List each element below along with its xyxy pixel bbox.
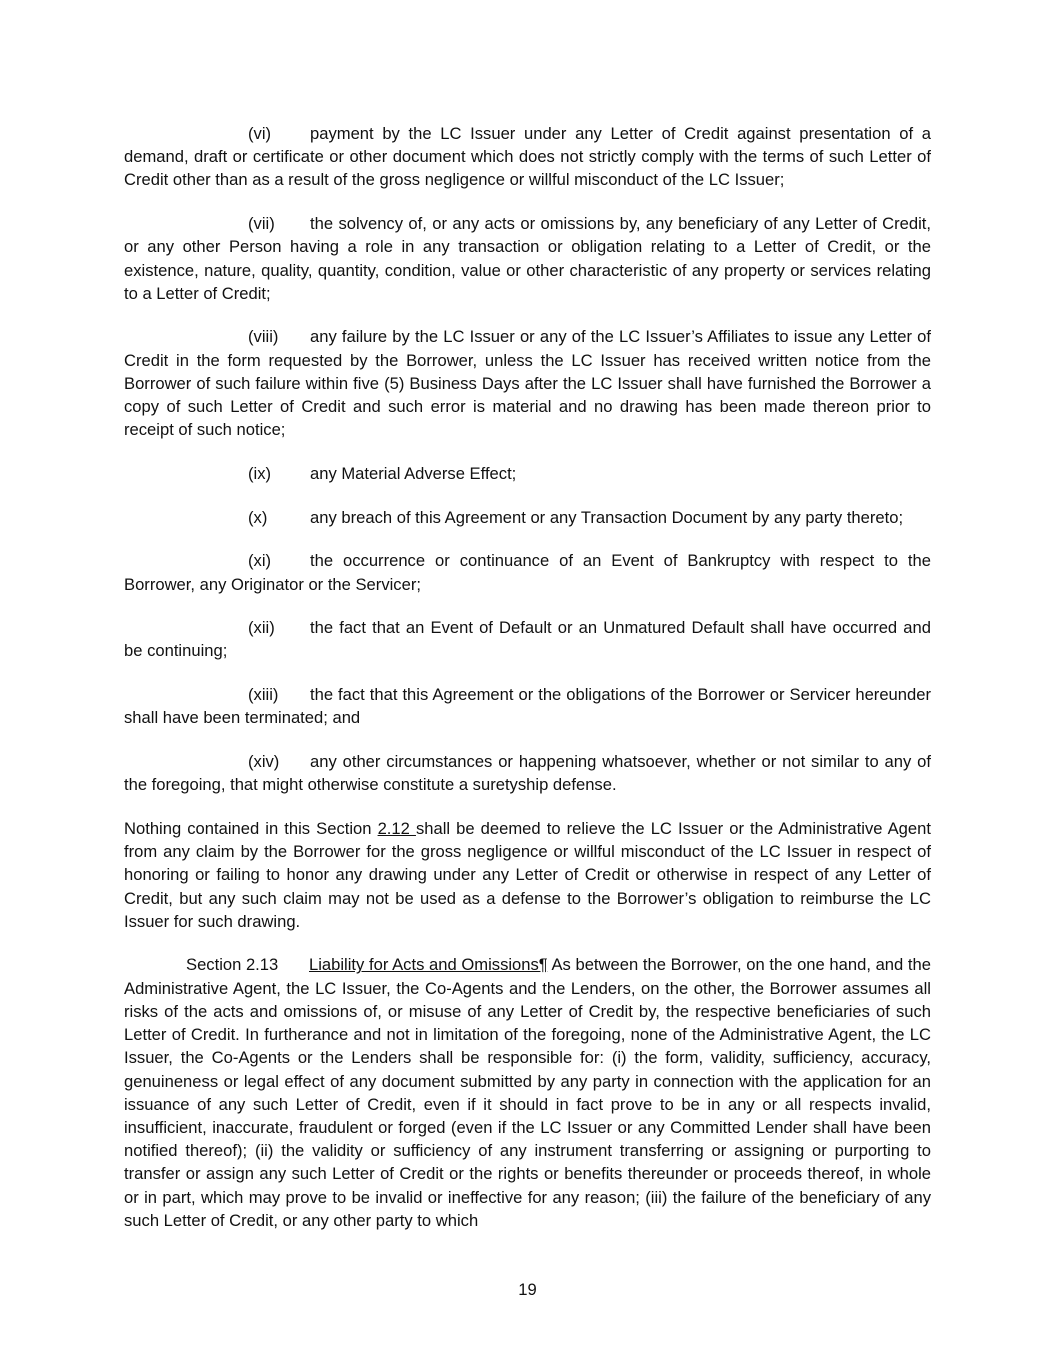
clause-text: the fact that an Event of Default or an Unmatured Default shall have occurred and be continuing;: [124, 618, 931, 661]
clause-number: (vi): [248, 124, 272, 143]
clause-x: [248, 506, 931, 529]
clause-text: payment by the LC Issuer under any Letter of Credit against presentation of a demand, draft or certificate or other document which does not strictly comply with the terms of such Letter of Credit other than as a result of the gross negligence or willful misconduct of the LC Issuer;: [124, 124, 931, 190]
clause-xiv: [124, 750, 931, 796]
clause-ix: [248, 462, 931, 485]
section-text: As between the Borrower, on the one hand, and the Administrative Agent, the LC Issuer, the Co-Agents and the Lenders, on the other, the Borrower assumes all risks of the acts and omissions of, or misuse of any Letter of Credit by, the respective beneficiaries of such Letter of Credit. In furtherance and not in limitation of the foregoing, none of the Administrative Agent, the LC Issuer, the Co-Agents or the Lenders shall be responsible for: (i) the form, validity, sufficiency, accuracy, genuineness or legal effect of any document submitted by any party in connection with the application for an issuance of any such Letter of Credit, even if it should in fact prove to be in any or all respects invalid, insufficient, inaccurate, fraudulent or forged (even if the LC Issuer or any Committed Lender shall have been notified thereof); (ii) the validity or sufficiency of any instrument transferring or assigning or purporting to transfer or assign any such Letter of Credit or the rights or benefits thereunder or proceeds thereof, in whole or in part, which may prove to be invalid or ineffective for any reason; (iii) the failure of the beneficiary of any such Letter of Credit, or any other party to which: [124, 955, 931, 1230]
clause-text: the solvency of, or any acts or omissions by, any beneficiary of any Letter of Credit, or any other Person having a role in any transaction or obligation relating to a Letter of Credit, or the existence, nature, quality, quantity, condition, value or other characteristic of any property or services relating to a Letter of Credit;: [124, 214, 931, 303]
clause-number: (viii): [248, 327, 279, 347]
section-title: Liability for Acts and Omissions¶: [309, 955, 548, 975]
clause-xii: [124, 616, 931, 662]
clause-number: (xi): [248, 551, 272, 571]
clause-vi: [124, 122, 931, 192]
clause-xi: [124, 549, 931, 595]
clause-text: the fact that this Agreement or the obligations of the Borrower or Servicer hereunder shall have been terminated; and: [124, 685, 931, 728]
document-page: [124, 122, 931, 1252]
clause-number: (ix): [248, 463, 272, 483]
clause-text: any other circumstances or happening whatsoever, whether or not similar to any of the foregoing, that might otherwise constitute a suretyship defense.: [124, 752, 931, 795]
clause-xiii: [124, 683, 931, 729]
clause-text: the occurrence or continuance of an Event of Bankruptcy with respect to the Borrower, any Originator or the Servicer;: [124, 551, 931, 594]
clause-text: any failure by the LC Issuer or any of the LC Issuer’s Affiliates to issue any Letter of Credit in the form requested by the Borrower, unless the LC Issuer has received written notice from the Borrower of such failure within five (5) Business Days after the LC Issuer shall have furnished the Borrower a copy of such Letter of Credit and such error is material and no drawing has been made thereon prior to receipt of such notice;: [124, 327, 931, 440]
clause-text: any breach of this Agreement or any Transaction Document by any party thereto;: [310, 507, 904, 527]
clause-number: (vii): [248, 214, 275, 234]
clause-number: (xii): [248, 618, 275, 638]
paragraph-text: Nothing contained in this Section: [124, 818, 378, 838]
page-number: 19: [518, 1280, 537, 1299]
clause-number: (xiv): [248, 752, 280, 772]
clause-number: (xiii): [248, 685, 279, 705]
section-number: Section 2.13: [186, 955, 279, 975]
clause-viii: [124, 325, 931, 441]
clause-number: (x): [248, 507, 268, 527]
section-reference: 2.12: [377, 818, 416, 838]
section-2-13-paragraph: [124, 953, 931, 1231]
paragraph-text: shall be deemed to relieve the LC Issuer or the Administrative Agent from any claim by the Borrower for the gross negligence or willful misconduct of the LC Issuer in respect of honoring or failing to honor any drawing under any Letter of Credit or otherwise in respect of any Letter of Credit, but any such claim may not be used as a defense to the Borrower’s obligation to reimburse the LC Issuer for such drawing.: [124, 818, 931, 931]
clause-text: any Material Adverse Effect;: [310, 463, 517, 483]
nothing-contained-paragraph: [124, 817, 931, 933]
clause-vii: [124, 212, 931, 305]
